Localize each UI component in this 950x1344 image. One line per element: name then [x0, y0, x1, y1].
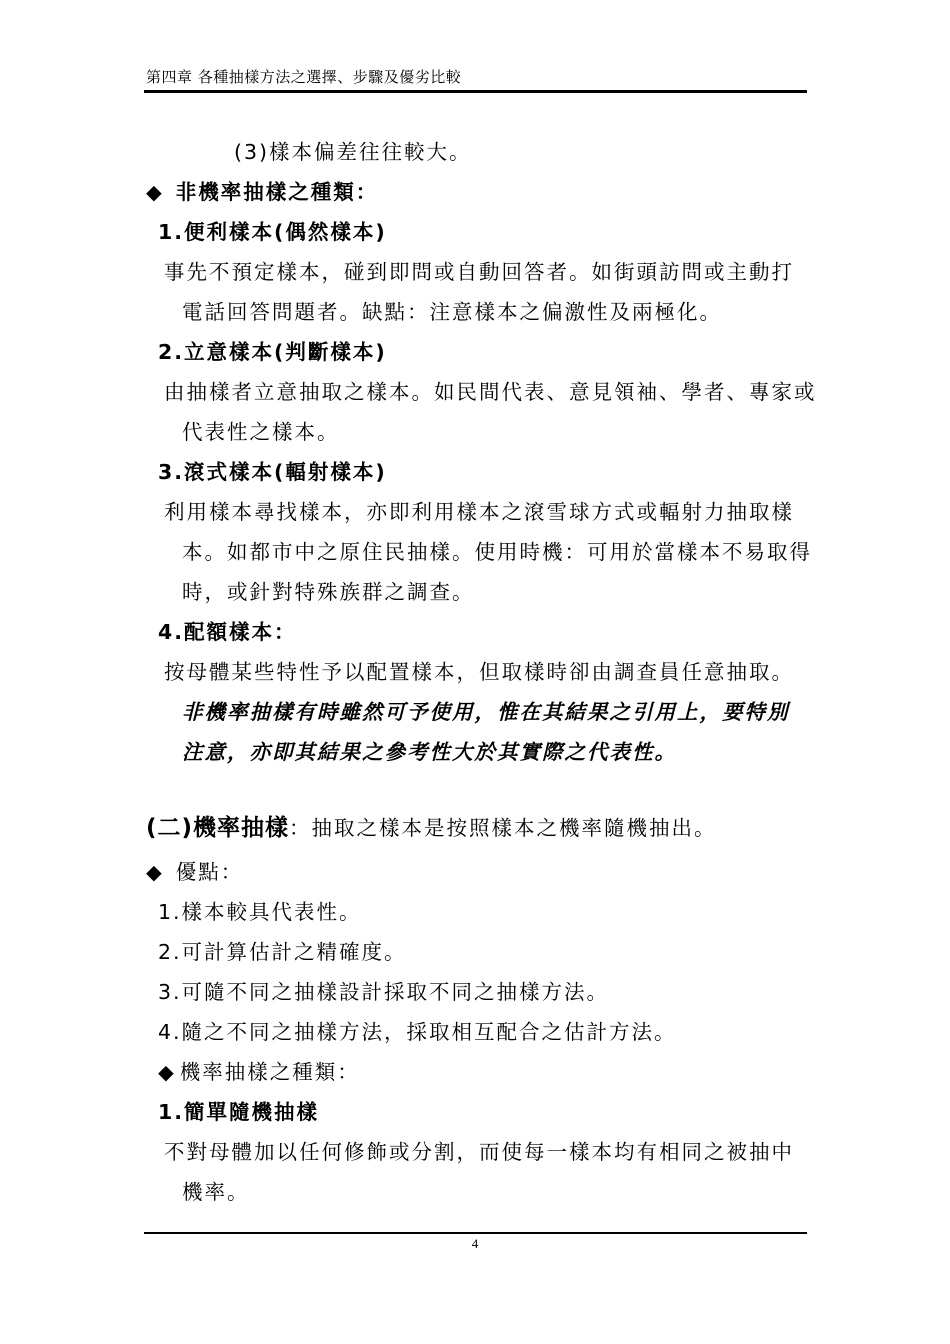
list-item: 3.可隨不同之抽樣設計採取不同之抽樣方法。 [158, 980, 610, 1004]
heading-text: 非機率抽樣之種類： [175, 180, 379, 204]
text-line: (3)樣本偏差往往較大。 [234, 140, 472, 164]
heading-text: 優點： [175, 860, 244, 884]
heading-text: 機率抽樣之種類： [179, 1060, 360, 1084]
item-heading: 1.便利樣本(偶然樣本) [158, 220, 387, 244]
section-heading [146, 178, 378, 206]
list-item: 2.可計算估計之精確度。 [158, 940, 407, 964]
heading-text: (二)機率抽樣 [146, 815, 290, 841]
item-heading: 2.立意樣本(判斷樣本) [158, 340, 387, 364]
text-line: 機率。 [182, 1180, 250, 1204]
header-rule [144, 90, 807, 93]
text-line: 本。如都市中之原住民抽樣。使用時機：可用於當樣本不易取得 [182, 540, 812, 564]
text-line: 由抽樣者立意抽取之樣本。如民間代表、意見領袖、學者、專家或 [164, 380, 817, 404]
list-item: 1.樣本較具代表性。 [158, 900, 362, 924]
text-line: 事先不預定樣本，碰到即問或自動回答者。如街頭訪問或主動打 [164, 260, 794, 284]
item-heading: 1.簡單隨機抽樣 [158, 1100, 320, 1124]
subsection-heading [146, 858, 243, 886]
subsection-heading [158, 1058, 360, 1086]
diamond-bullet-icon: ◆ [146, 860, 164, 884]
text-line: 按母體某些特性予以配置樣本，但取樣時卻由調查員任意抽取。 [164, 660, 794, 684]
text-line: 不對母體加以任何修飾或分割，而使每一樣本均有相同之被抽中 [164, 1140, 794, 1164]
text-line: 利用樣本尋找樣本，亦即利用樣本之滾雪球方式或輻射力抽取樣 [164, 500, 794, 524]
footer-rule [144, 1232, 807, 1234]
diamond-bullet-icon: ◆ [158, 1060, 176, 1084]
list-item: 4.隨之不同之抽樣方法，採取相互配合之估計方法。 [158, 1020, 677, 1044]
emphasis-line: 注意，亦即其結果之參考性大於其實際之代表性。 [182, 740, 677, 764]
item-heading: 3.滾式樣本(輻射樣本) [158, 460, 387, 484]
text-line: 代表性之樣本。 [182, 420, 340, 444]
section-heading [146, 814, 717, 842]
page-number: 4 [471, 1236, 479, 1251]
emphasis-line: 非機率抽樣有時雖然可予使用，惟在其結果之引用上，要特別 [182, 700, 790, 724]
running-header: 第四章 各種抽樣方法之選擇、步驟及優劣比較 [146, 68, 462, 86]
text-line: 時，或針對特殊族群之調查。 [182, 580, 475, 604]
text-line: 電話回答問題者。缺點：注意樣本之偏激性及兩極化。 [182, 300, 722, 324]
heading-desc: ：抽取之樣本是按照樣本之機率隨機抽出。 [289, 816, 717, 840]
diamond-bullet-icon: ◆ [146, 180, 164, 204]
item-heading: 4.配額樣本： [158, 620, 297, 644]
